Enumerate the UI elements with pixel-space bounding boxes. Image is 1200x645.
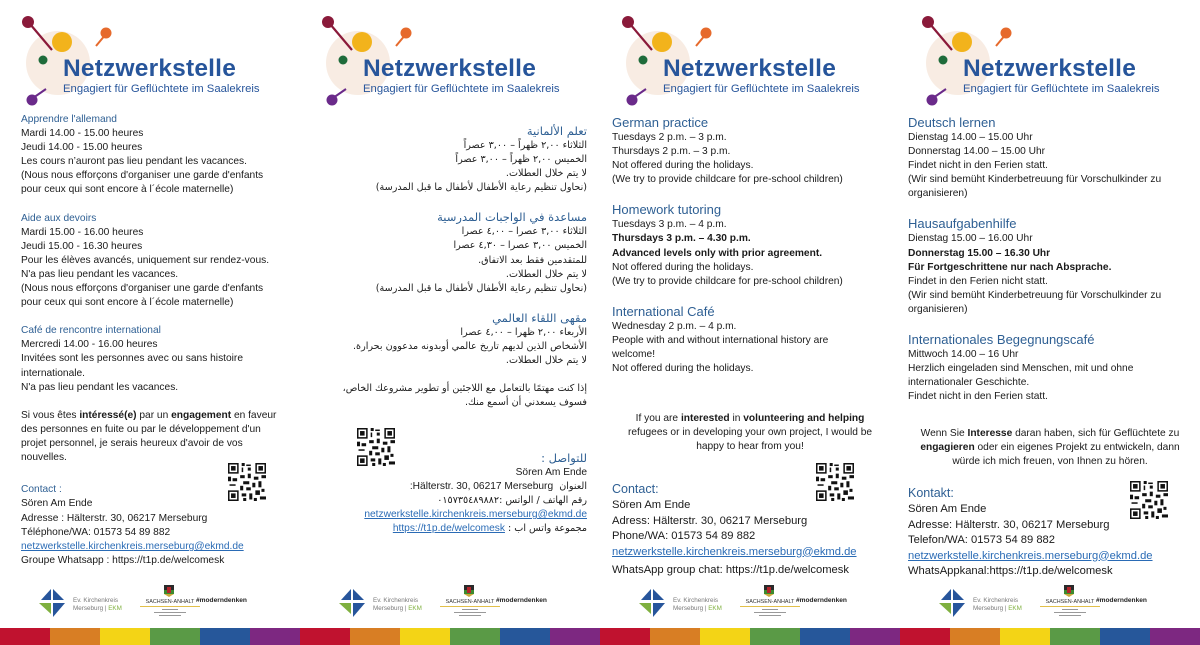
german-appeal [906, 427, 1194, 469]
logo-subtitle: Engagiert für Geflüchtete im Saalekreis [663, 83, 860, 95]
ministry-text-graphic [1040, 608, 1100, 618]
netzwerkstelle-logo [0, 0, 300, 112]
church-district-logo: Ev. Kirchenkreis Merseburg | EKM [973, 597, 1022, 612]
logo-subtitle: Engagiert für Geflüchtete im Saalekreis [363, 83, 560, 95]
arabic-contact [324, 450, 587, 536]
panel-french [0, 0, 300, 628]
info-line: Not offered during the holidays. [612, 363, 754, 375]
schedule-line: Donnerstag 14.00 – 15.00 Uhr [908, 146, 1046, 158]
whatsapp-group: مجموعة واتس اب : https://t1p.de/welcomesk [392, 523, 587, 535]
info-line: Invitées sont les personnes avec ou sans histoire [21, 353, 243, 365]
info-line: internationaler Geschichte. [908, 377, 1030, 389]
info-line: organisieren) [908, 188, 968, 200]
info-line: (Wir sind bemüht Kinderbetreuung für Vorschulkinder zu [908, 289, 1162, 301]
contact-title: للتواصل : [541, 451, 587, 465]
schedule-line: Thursdays 2 p.m. – 3 p.m. [612, 146, 731, 158]
whatsapp-group: Groupe Whatsapp : https://t1p.de/welcomesk [21, 555, 225, 567]
contact-email-link[interactable]: netzwerkstelle.kirchenkreis.merseburg@ekmd.de [612, 545, 857, 558]
info-line: Not offered during the holidays. [612, 160, 754, 172]
ministry-text-graphic [740, 608, 800, 618]
schedule-line: Jeudi 15.00 - 16.30 heures [21, 240, 143, 252]
panel-arabic [300, 0, 600, 628]
appeal-text: nouvelles. [21, 451, 67, 463]
info-line: لا يتم خلال العطلات. [505, 168, 587, 180]
info-line: Advanced levels only with prior agreement. [612, 247, 823, 259]
info-line: Les cours n’auront pas lieu pendant les vacances. [21, 156, 247, 168]
info-line: welcome! [612, 349, 656, 361]
appeal-text: If you are interested in volunteering and helping [635, 413, 865, 424]
schedule-line: Mittwoch 14.00 – 16 Uhr [908, 349, 1019, 361]
section-title: German practice [612, 115, 709, 130]
section-title: Internationales Begegnungscafé [908, 332, 1095, 348]
hashtag-logo: #moderndenken [796, 597, 847, 604]
info-line: للمتقدمين فقط بعد الاتفاق. [478, 254, 587, 266]
contact-address: Adress: Hälterstr. 30, 06217 Merseburg [612, 514, 808, 527]
sachsen-anhalt-logo: SACHSEN-ANHALT [440, 585, 500, 625]
appeal-text: würde ich mich freuen, von Ihnen zu hören. [952, 456, 1148, 468]
contact-name: Sören Am Ende [612, 499, 691, 511]
sponsor-logos [900, 585, 1200, 625]
section-title: تعلم الألمانية [526, 124, 587, 138]
church-cross-icon [637, 588, 667, 618]
ministry-text-graphic [140, 608, 200, 618]
whatsapp-group: WhatsApp group chat: https://t1p.de/welcomesk [612, 564, 849, 576]
info-line: (Wir sind bemüht Kinderbetreuung für Vorschulkinder zu [908, 174, 1162, 186]
rainbow-segment [100, 628, 150, 645]
whatsapp-link[interactable]: https://t1p.de/welcomesk [725, 564, 849, 576]
rainbow-segment [50, 628, 100, 645]
state-crest-icon [464, 585, 474, 597]
info-line: لا يتم خلال العطلات. [505, 355, 587, 367]
rainbow-segment [400, 628, 450, 645]
rainbow-segment [900, 628, 950, 645]
church-cross-icon [337, 588, 367, 618]
english-contact [612, 480, 892, 579]
contact-email-link[interactable]: netzwerkstelle.kirchenkreis.merseburg@ekmd.de [908, 549, 1153, 562]
info-line: Herzlich eingeladen sind Menschen, mit und ohne [908, 363, 1134, 375]
section-title: Aide aux devoirs [21, 212, 97, 224]
contact-email-link[interactable]: netzwerkstelle.kirchenkreis.merseburg@ekmd.de [21, 541, 244, 553]
rainbow-segment [1150, 628, 1200, 645]
contact-name: Sören Am Ende [21, 498, 93, 510]
info-line: organisieren) [908, 303, 968, 315]
rainbow-segment [550, 628, 600, 645]
section-title: International Café [612, 303, 715, 319]
section-title: Apprendre l'allemand [21, 114, 117, 125]
info-line: Findet in den Ferien nicht statt. [908, 275, 1048, 287]
logo-title: Netzwerkstelle [63, 55, 237, 82]
info-line: Pour les élèves avancés, uniquement sur rendez-vous. [21, 254, 270, 266]
info-line: People with and without international history are [612, 334, 829, 346]
contact-title: Contact : [21, 484, 62, 495]
contact-phone: Telefon/WA: 01573 54 89 882 [908, 534, 1055, 546]
french-offers [21, 113, 292, 465]
section-title: Deutsch lernen [908, 115, 996, 130]
info-line: internationale. [21, 367, 86, 379]
rainbow-stripe [0, 628, 1200, 645]
schedule-line: الخميس ٣,٠٠ عصرا – ٤,٣٠ عصرا [453, 240, 587, 252]
schedule-line: Thursdays 3 p.m. – 4.30 p.m. [612, 233, 751, 245]
info-line: N'a pas lieu pendant les vacances. [21, 268, 179, 280]
church-cross-icon [937, 588, 967, 618]
contact-address: Adresse : Hälterstr. 30, 06217 Merseburg [21, 512, 208, 524]
schedule-line: Wednesday 2 p.m. – 4 p.m. [612, 320, 737, 332]
section-title: Hausaufgabenhilfe [908, 216, 1017, 232]
german-contact [908, 484, 1192, 580]
appeal-text: projet personnel, je serais heureux d'avoir de vos [21, 437, 243, 449]
state-crest-icon [164, 585, 174, 597]
sponsor-logos [600, 585, 900, 625]
schedule-line: Dienstag 14.00 – 15.00 Uhr [908, 132, 1033, 143]
logo-subtitle: Engagiert für Geflüchtete im Saalekreis [63, 83, 260, 95]
contact-title: Contact: [612, 482, 659, 496]
appeal-text: Wenn Sie Interesse daran haben, sich für Geflüchtete zu [920, 428, 1180, 439]
rainbow-segment [800, 628, 850, 645]
logo-subtitle: Engagiert für Geflüchtete im Saalekreis [963, 83, 1160, 95]
hashtag-logo: #moderndenken [1096, 597, 1147, 604]
info-line: لا يتم خلال العطلات. [505, 268, 587, 280]
info-line: pour ceux qui sont encore à l´école maternelle) [21, 184, 234, 196]
rainbow-segment [300, 628, 350, 645]
appeal-text: Si vous êtes intéressé(e) par un engagement en faveur [21, 409, 277, 421]
netzwerkstelle-logo [600, 0, 900, 112]
hashtag-logo: #moderndenken [496, 597, 547, 604]
contact-phone: Téléphone/WA: 01573 54 89 882 [21, 526, 171, 538]
info-line: N'a pas lieu pendant les vacances. [21, 381, 179, 393]
schedule-line: Mardi 15.00 - 16.00 heures [21, 226, 144, 238]
rainbow-segment [600, 628, 650, 645]
schedule-line: Tuesdays 3 p.m. – 4 p.m. [612, 219, 727, 231]
rainbow-segment [750, 628, 800, 645]
sachsen-anhalt-logo: SACHSEN-ANHALT [140, 585, 200, 625]
state-crest-icon [1064, 585, 1074, 597]
rainbow-segment [650, 628, 700, 645]
appeal-text: إذا كنت مهتمًا بالتعامل مع اللاجئين أو تطوير مشروعك الخاص، [342, 383, 587, 395]
info-line: (We try to provide childcare for pre-school children) [612, 174, 843, 186]
sponsor-logos [300, 585, 600, 625]
schedule-line: Dienstag 15.00 – 16.00 Uhr [908, 233, 1033, 245]
section-title: Café de rencontre international [21, 325, 161, 337]
ministry-text-graphic [440, 608, 500, 618]
info-line: Für Fortgeschrittene nur nach Absprache. [908, 261, 1112, 273]
sponsor-logos [0, 585, 300, 625]
state-crest-icon [764, 585, 774, 597]
section-title: Homework tutoring [612, 202, 722, 218]
sachsen-anhalt-logo: SACHSEN-ANHALT [1040, 585, 1100, 625]
info-line: (Nous nous efforçons d'organiser une garde d'enfants [21, 170, 264, 182]
rainbow-segment [500, 628, 550, 645]
contact-phone: Phone/WA: 01573 54 89 882 [612, 530, 756, 542]
whatsapp-link[interactable]: https://t1p.de/welcomesk [392, 523, 505, 535]
contact-address: Adresse: Hälterstr. 30, 06217 Merseburg [908, 518, 1110, 531]
appeal-text: engagieren oder ein eigenes Projekt zu entwickeln, dann [920, 442, 1180, 454]
panel-english [600, 0, 900, 628]
contact-name: Sören Am Ende [908, 503, 987, 515]
rainbow-segment [200, 628, 250, 645]
german-offers [908, 114, 1192, 404]
logo-title: Netzwerkstelle [663, 55, 837, 82]
english-appeal [608, 412, 892, 454]
schedule-line: Tuesdays 2 p.m. – 3 p.m. [612, 132, 727, 143]
logo-title: Netzwerkstelle [363, 55, 537, 82]
church-district-logo: Ev. Kirchenkreis Merseburg | EKM [673, 597, 722, 612]
info-line: الأشخاص الذين لديهم تاريخ عالمي أوبدونه مدعوون بحرارة. [353, 340, 587, 352]
info-line: pour ceux qui sont encore à l´école maternelle) [21, 297, 234, 309]
rainbow-segment [450, 628, 500, 645]
info-line: Findet nicht in den Ferien statt. [908, 160, 1048, 172]
schedule-line: الخميس ٢,٠٠ ظهراً – ٣,٠٠ عصراً [455, 154, 587, 166]
church-cross-icon [37, 588, 67, 618]
appeal-text: happy to hear from you! [696, 441, 804, 453]
contact-email-link[interactable]: netzwerkstelle.kirchenkreis.merseburg@ekmd.de [364, 509, 587, 521]
info-line: (We try to provide childcare for pre-school children) [612, 275, 843, 287]
appeal-text: refugees or in developing your own project, I would be [627, 427, 873, 439]
church-district-logo: Ev. Kirchenkreis Merseburg | EKM [373, 597, 422, 612]
logo-title: Netzwerkstelle [963, 55, 1137, 82]
panel-german [900, 0, 1200, 628]
schedule-line: الأربعاء ٢,٠٠ ظهرا – ٤,٠٠ عصرا [460, 326, 587, 338]
rainbow-segment [0, 628, 50, 645]
english-offers [612, 114, 892, 376]
contact-address: العنوان Hälterstr. 30, 06217 Merseburg: [409, 481, 587, 493]
netzwerkstelle-logo [900, 0, 1200, 112]
rainbow-segment [700, 628, 750, 645]
contact-title: Kontakt: [908, 486, 954, 500]
info-line: (نحاول تنظيم رعاية الأطفال لأطفال ما قبل المدرسة) [375, 282, 587, 294]
church-district-logo: Ev. Kirchenkreis Merseburg | EKM [73, 597, 122, 612]
rainbow-segment [250, 628, 300, 645]
sachsen-anhalt-logo: SACHSEN-ANHALT [740, 585, 800, 625]
rainbow-segment [950, 628, 1000, 645]
info-line: (Nous nous efforçons d'organiser une garde d'enfants [21, 283, 264, 295]
schedule-line: Mercredi 14.00 - 16.00 heures [21, 339, 158, 351]
netzwerkstelle-logo [300, 0, 600, 112]
contact-phone: رقم الهاتف / الواتس :٠١٥٧٣٥٤٨٩٨٨٢ [437, 495, 587, 507]
appeal-text: des personnes en fuite ou par le développement d'un [21, 423, 261, 435]
hashtag-logo: #moderndenken [196, 597, 247, 604]
rainbow-segment [150, 628, 200, 645]
section-title: مساعدة في الواجبات المدرسية [437, 210, 587, 225]
rainbow-segment [350, 628, 400, 645]
appeal-text: فسوف يسعدني أن أسمع منك. [464, 397, 587, 409]
rainbow-segment [1100, 628, 1150, 645]
info-line: Not offered during the holidays. [612, 261, 754, 273]
schedule-line: الثلاثاء ٣,٠٠ عصرا – ٤,٠٠ عصرا [461, 226, 587, 238]
schedule-line: Donnerstag 15.00 – 16.30 Uhr [908, 247, 1051, 259]
whatsapp-channel: WhatsAppkanal:https://t1p.de/welcomesk [908, 565, 1113, 577]
contact-name: Sören Am Ende [515, 467, 587, 478]
schedule-line: Mardi 14.00 - 15.00 heures [21, 128, 144, 140]
section-title: مقهى اللقاء العالمي [492, 310, 587, 325]
schedule-line: الثلاثاء ٢,٠٠ ظهراً – ٣,٠٠ عصراً [463, 140, 587, 151]
info-line: Findet nicht in den Ferien statt. [908, 391, 1048, 403]
french-contact [21, 483, 292, 569]
arabic-offers [324, 123, 587, 410]
info-line: (نحاول تنظيم رعاية الأطفال لأطفال ما قبل المدرسة) [375, 182, 587, 194]
schedule-line: Jeudi 14.00 - 15.00 heures [21, 142, 143, 154]
rainbow-segment [1050, 628, 1100, 645]
rainbow-segment [850, 628, 900, 645]
rainbow-segment [1000, 628, 1050, 645]
